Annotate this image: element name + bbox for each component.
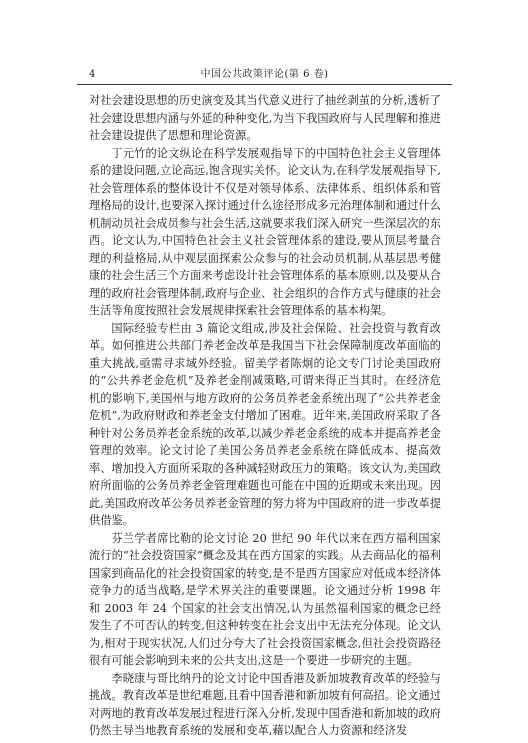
journal-title: 中国公共政策评论(第 6 卷) xyxy=(200,69,329,80)
page-number: 4 xyxy=(89,69,96,80)
paragraph-continuation: 对社会建设思想的历史演变及其当代意义进行了抽丝剥茧的分析,透析了社会建设思想内涵与外延的种种变化,为当下我国政府与人民理解和推进社会建设提供了思想和理论资源。 xyxy=(89,94,441,142)
running-head xyxy=(77,68,452,82)
paragraph-ding-yuanzhu: 丁元竹的论文纵论在科学发展观指导下的中国特色社会主义管理体系的建设问题,立论高远,饱含现实关怀。论文认为,在科学发展观指导下,社会管理体系的整体设计不仅是对领导体系、法律体系、组织体系和管理格局的设计,也要深入探讨通过什么途径形成多元治理体制和通过什么机制动员社会成员参与社会生活,这就要求我们深入研究一些深层次的东西。论文认为,中国特色社会主义社会管理体系的建设,要从顶层考量合理的利益格局,从中观层面探索公众参与的社会动员机制,从基层思考健康的社会生活三个方面来考虑设计社会管理体系的基本原则,以及要从合理的政府社会管理体制,政府与企业、社会组织的合作方式与健康的社会生活等角度按照社会发展规律探索社会管理体系的基本构架。 xyxy=(89,146,441,317)
paragraph-international-experience: 国际经验专栏由 3 篇论文组成,涉及社会保险、社会投资与教育改革。如何推进公共部门养老金改革是我国当下社会保障制度改革面临的重大挑战,亟需寻求域外经验。留美学者陈炯的论文专门讨论美国政府的“公共养老金危机”及养老金削减策略,可谓来得正当其时。在经济危机的影响下,美国州与地方政府的公务员养老金系统出现了“公共养老金危机”,为政府财政和养老金支付增加了困难。近年来,美国政府采取了各种针对公务员养老金系统的改革,以减少养老金系统的成本并提高养老金管理的效率。论文讨论了美国公务员养老金系统在降低成本、提高效率、增加投入方面所采取的各种减轻财政压力的策略。该文认为,美国政府所面临的公务员养老金管理难题也可能在中国的近期或未来出现。因此,美国政府改革公务员养老金管理的努力将为中国政府的进一步改革提供借鉴。 xyxy=(89,321,441,527)
body-text xyxy=(89,92,441,740)
paragraph-social-investment-state: 芬兰学者席比勒的论文讨论 20 世纪 90 年代以来在西方福利国家流行的“社会投资国家”概念及其在西方国家的实践。从去商品化的福利国家到商品化的社会投资国家的转变,是不是西方国家应对低成本经济体竞争力的适当战略,是学术界关注的重要课题。论文通过分析 1998 年和 2003 年 24 个国家的社会支出情况,认为虽然福利国家的概念已经发生了不可否认的转变,但这种转变在社会支出中无法充分体现。论文认为,相对于现实状况,人们过分夸大了社会投资国家概念,但社会投资路径很有可能会影响到未来的公共支出,这是一个要进一步研究的主题。 xyxy=(89,531,441,667)
header-rule xyxy=(77,84,452,85)
paragraph-education-reform: 李晓康与哥比纳丹的论文讨论中国香港及新加坡教育改革的经验与挑战。教育改革是世纪难题,且看中国香港和新加坡有何高招。论文通过对两地的教育改革发展过程进行深入分析,发现中国香港和新加坡的政府仍然主导当地教育系统的发展和变革,藉以配合人力资源和经济发 xyxy=(89,671,441,737)
